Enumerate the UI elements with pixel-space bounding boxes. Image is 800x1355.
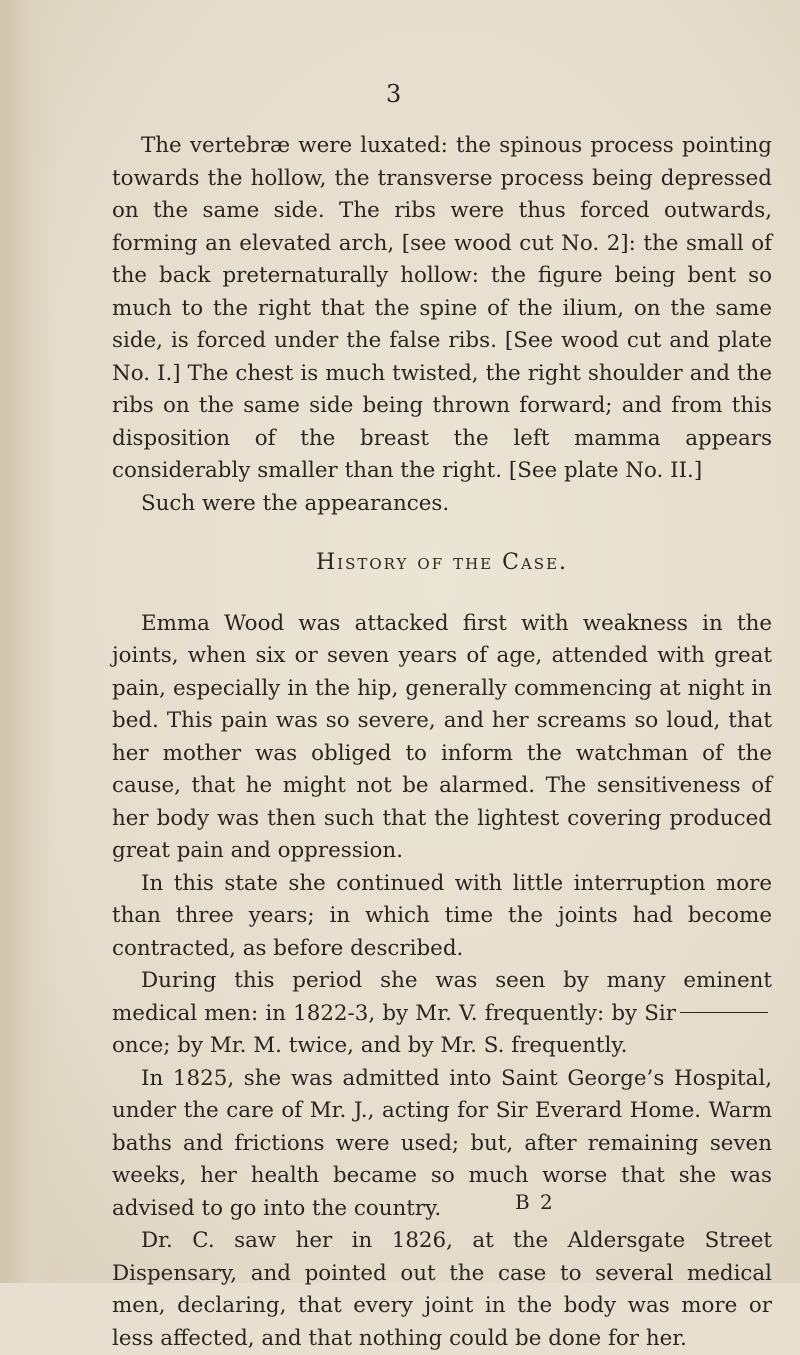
paragraph-emma-wood: Emma Wood was attacked first with weakness in the joints, when six or seven years of age, attended with great pain, especially in the hip, generally commencing at night in bed. This pain was so severe, and her screams so loud, that her mother was obliged to inform the watchman of the cause, that he might not be alarmed. The sensitiveness of her body was then such that the lightest covering produced great pain and oppression. (112, 610, 772, 863)
paragraph-such-were: Such were the appearances. (141, 490, 450, 516)
paragraph-medical-men-part2: once; by Mr. M. twice, and by Mr. S. frequently. (112, 1033, 628, 1058)
paragraph-appearances: The vertebræ were luxated: the spinous process pointing towards the hollow, the transverse process being depressed on the same side. The ribs were thus forced outwards, forming an elevated arch, [see wood cut No. 2]: the small of the back preternaturally hollow: the figure being bent so much to the right that the spine of the ilium, on the same side, is forced under the false ribs. [See wood cut and plate No. I.] The chest is much twisted, the right shoulder and the ribs on the same side being thrown forward; and from this disposition of the breast the left mamma appears considerably smaller than the right. [See plate No. II.] (112, 133, 772, 483)
signature-mark: B 2 (515, 1190, 555, 1214)
paragraph-medical-men-part1: During this period she was seen by many eminent medical men: in 1822-3, by Mr. V. frequently: by Sir (112, 968, 772, 1026)
paragraph-this-state: In this state she continued with little interruption more than three years; in which time the joints had become contracted, as before described. (112, 870, 772, 961)
text-body (112, 130, 772, 1355)
paragraph-dispensary: Dr. C. saw her in 1826, at the Aldersgate Street Dispensary, and pointed out the case to several medical men, declaring, that every joint in the body was more or less affected, and that nothing could be done for her. (112, 1228, 772, 1351)
section-heading: History of the Case. (315, 550, 569, 575)
page-binding-shadow (0, 0, 55, 1283)
paragraph-medical-men (112, 965, 772, 1063)
paragraph-hospital: In 1825, she was admitted into Saint George’s Hospital, under the care of Mr. J., acting for Sir Everard Home. Warm baths and frictions were used; but, after remaining seven weeks, her health became so much worse that she was advised to go into the country. (112, 1065, 772, 1221)
page-number: 3 (386, 80, 403, 108)
redacted-name-dash (680, 1012, 768, 1013)
